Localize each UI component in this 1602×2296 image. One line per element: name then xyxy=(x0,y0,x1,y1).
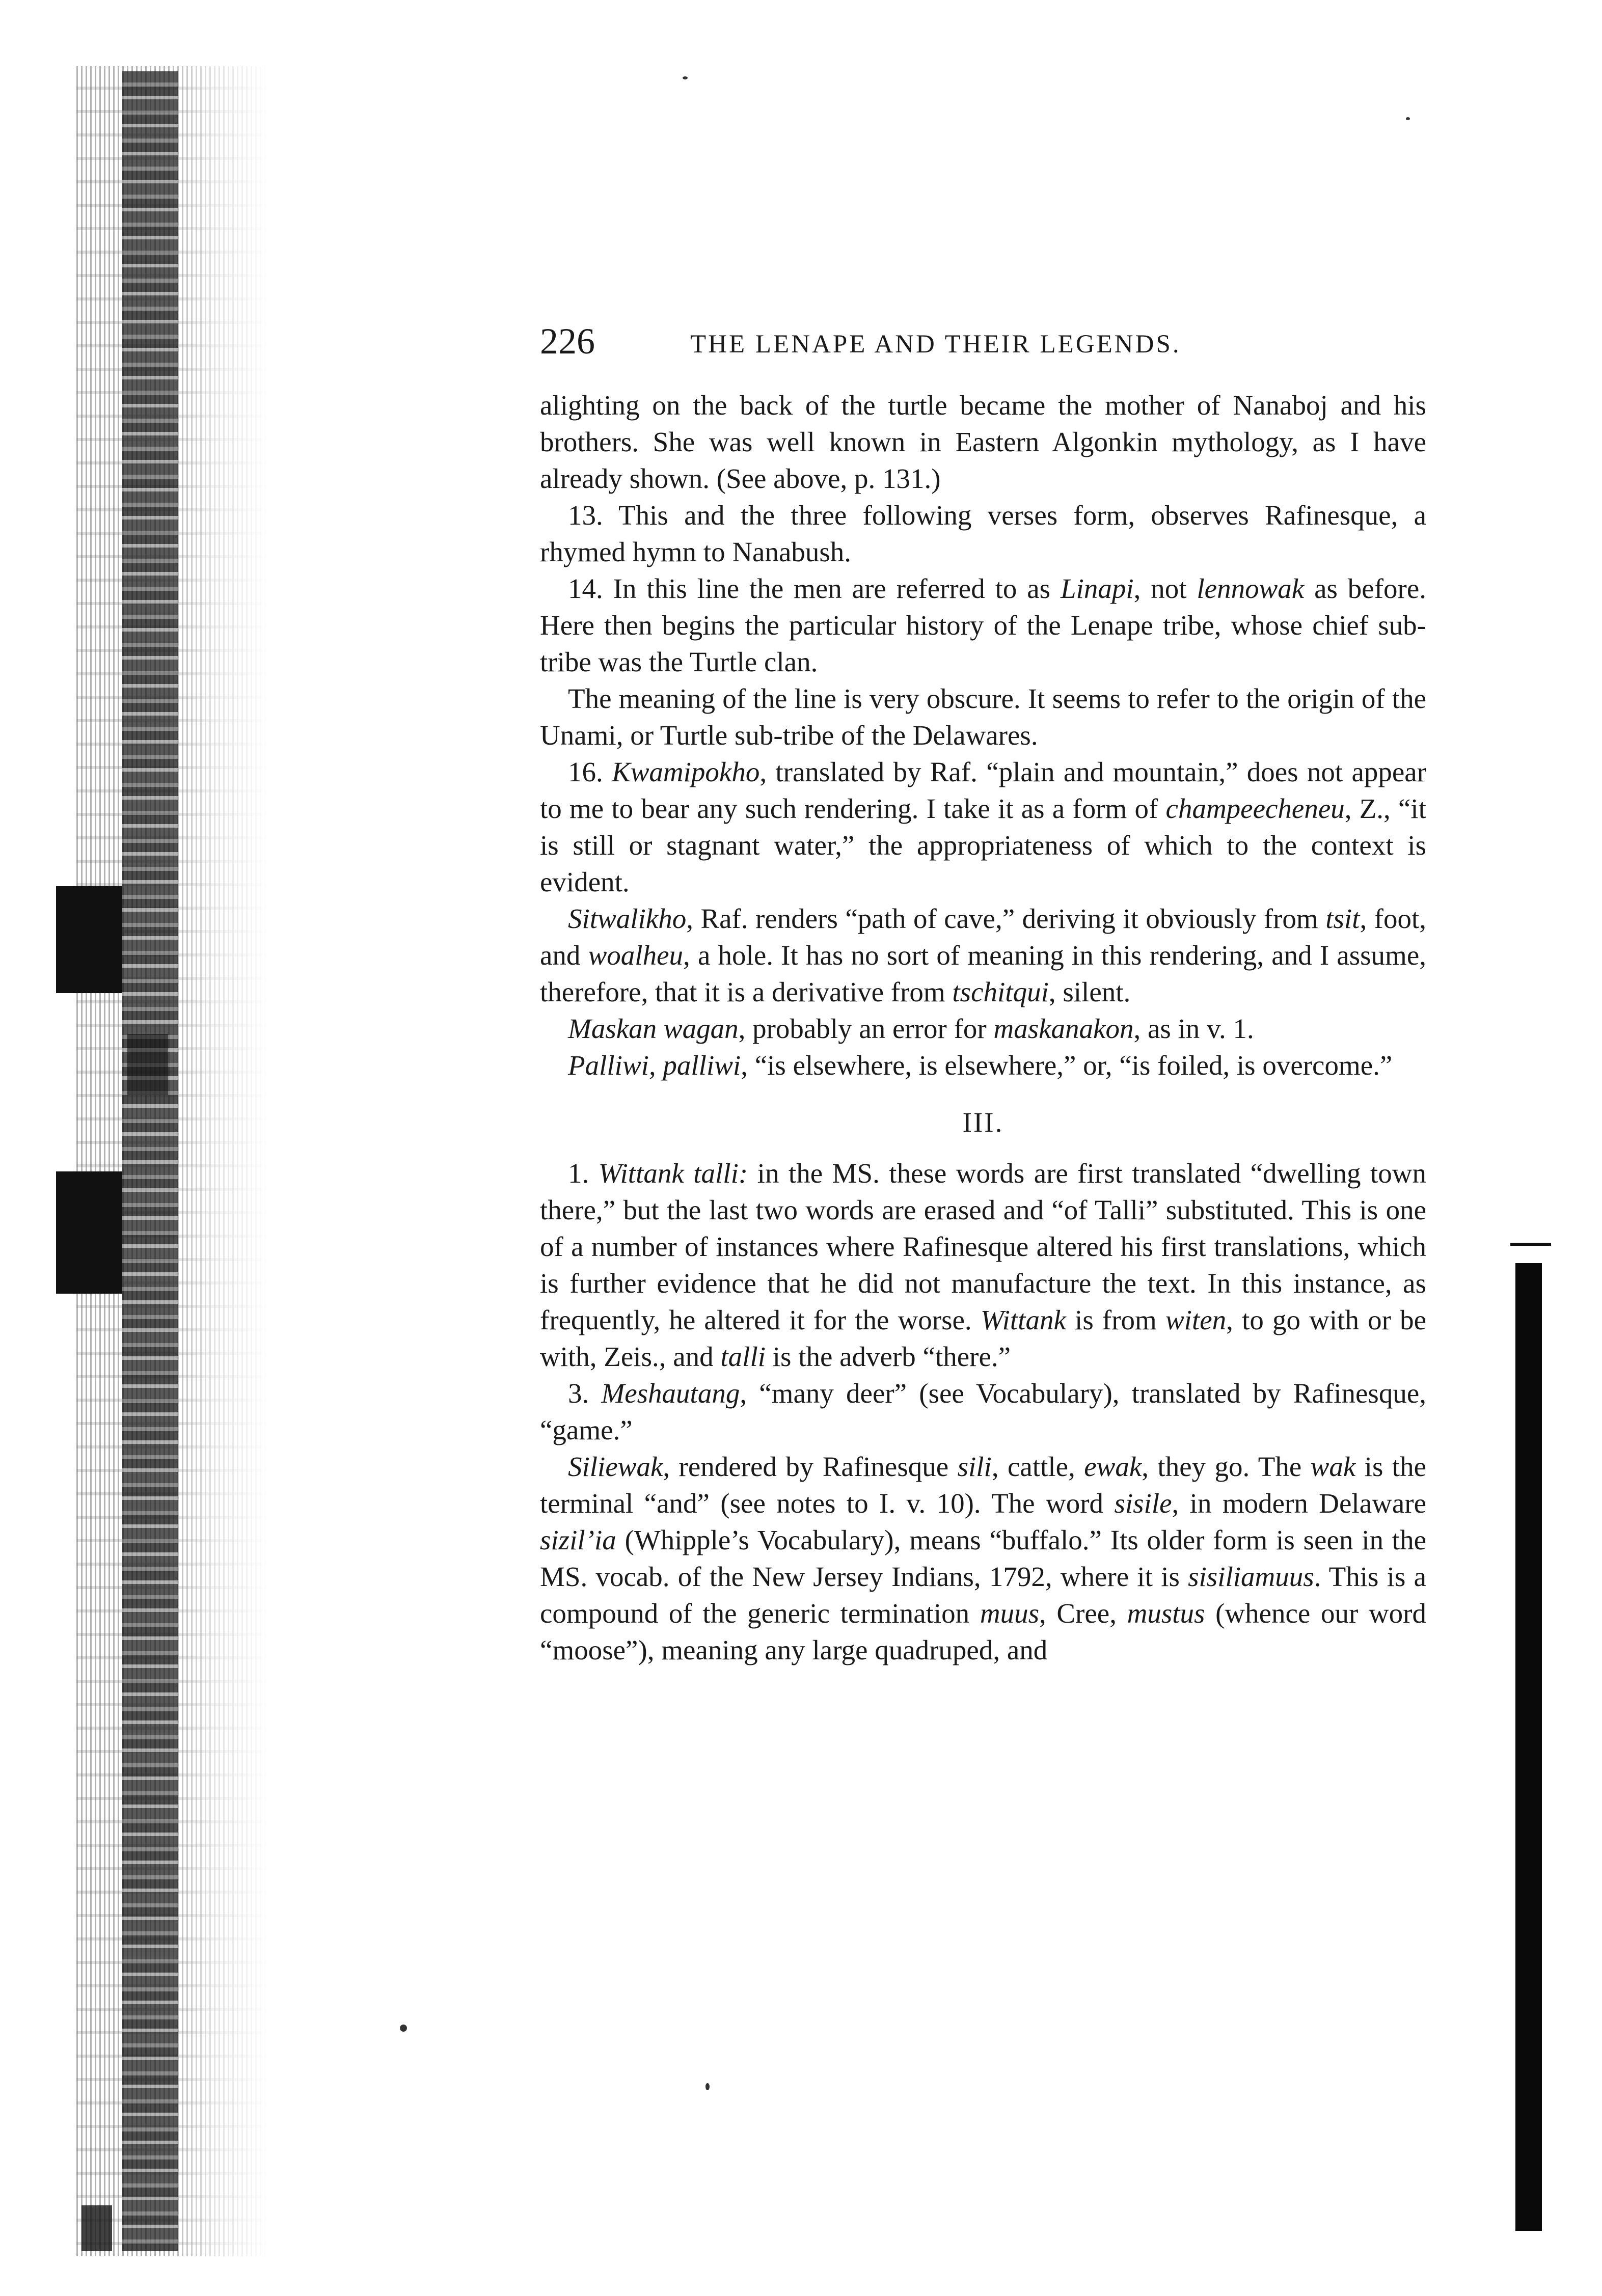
text-run: , “many deer” (see Vocabulary), translated by Rafinesque, “game.” xyxy=(540,1378,1426,1445)
speck xyxy=(683,76,688,79)
italic-term: wak xyxy=(1310,1451,1356,1482)
text-run: 16. xyxy=(568,756,612,787)
text-run: , Raf. renders “path of cave,” deriving it obviously from xyxy=(686,903,1326,934)
text-run: (Whipple’s Vocabulary), means “buffalo.” Its older form is seen in the MS. vocab. of the New Jersey Indians, 1792, where it is xyxy=(540,1524,1426,1592)
italic-term: Sitwalikho xyxy=(568,903,687,934)
paragraph xyxy=(540,1047,1426,1084)
italic-term: talli xyxy=(720,1341,766,1372)
italic-term: Wittank xyxy=(980,1304,1066,1335)
text-run: , rendered by Rafinesque xyxy=(663,1451,958,1482)
italic-term: Wittank talli: xyxy=(598,1158,748,1189)
scan-bar-right xyxy=(1515,1263,1542,2231)
text-run: , probably an error for xyxy=(738,1013,994,1044)
text-run: , Cree, xyxy=(1039,1598,1127,1629)
text-run: as before. Here then begins the particular history of the Lenape tribe, whose chief sub-tribe was the Turtle clan. xyxy=(540,573,1426,677)
italic-term: witen xyxy=(1165,1304,1227,1335)
text-run: is the terminal “and” (see notes to I. v. 10). The word xyxy=(540,1451,1426,1519)
speck xyxy=(1406,117,1410,120)
text-run: , Z., “it is still or stagnant water,” the appropriateness of which to the context is evident. xyxy=(540,793,1426,897)
italic-term: tschitqui xyxy=(952,976,1049,1007)
italic-term: Maskan wagan xyxy=(568,1013,739,1044)
page-header xyxy=(540,318,1426,364)
page-number: 226 xyxy=(540,321,595,362)
running-head: THE LENAPE AND THEIR LEGENDS. xyxy=(690,330,1181,359)
italic-term: Siliewak xyxy=(568,1451,663,1482)
text-run: , a hole. It has no sort of meaning in this rendering, and I assume, therefore, that it is a derivative from xyxy=(540,940,1426,1007)
text-run: , translated by Raf. “plain and mountain,” does not appear to me to bear any such rendering. I take it as a form of xyxy=(540,756,1426,824)
italic-term: sisile xyxy=(1114,1488,1172,1519)
text-run: , foot, and xyxy=(540,903,1426,971)
italic-term: lennowak xyxy=(1197,573,1305,604)
scan-smudge xyxy=(82,2205,112,2251)
italic-term: Kwamipokho xyxy=(612,756,760,787)
text-run: , not xyxy=(1133,573,1197,604)
text-run: 14. In this line the men are referred to as xyxy=(568,573,1061,604)
text-run: in the MS. these words are first translated “dwelling town there,” but the last two words are erased and “of Talli” substituted. This is one of a number of instances where Rafinesque altered his first translations, which is further evidence that he did not manufacture the text. In this instance, as frequently, he altered it for the worse. xyxy=(540,1158,1427,1335)
paragraph xyxy=(540,1010,1426,1047)
text-run: , to go with or be with, Zeis., and xyxy=(540,1304,1427,1372)
text-run: alighting on the back of the turtle became the mother of Nanaboj and his brothers. She was well known in Eastern Algonkin mythology, as I have already shown. (See above, p. 131.) xyxy=(540,390,1426,494)
italic-term: muus xyxy=(980,1598,1039,1629)
text-run: , “is elsewhere, is elsewhere,” or, “is foiled, is overcome.” xyxy=(741,1050,1393,1081)
text-run: , as in v. 1. xyxy=(1133,1013,1254,1044)
text-run: is from xyxy=(1066,1304,1165,1335)
paragraph xyxy=(540,1375,1426,1448)
text-run: , silent. xyxy=(1048,976,1131,1007)
paragraph xyxy=(540,570,1426,680)
paragraph xyxy=(540,900,1426,1010)
text-run: (whence our word “moose”), meaning any large quadruped, and xyxy=(540,1598,1427,1665)
italic-term: ewak xyxy=(1084,1451,1142,1482)
italic-term: sisiliamuus xyxy=(1188,1561,1314,1592)
paragraph xyxy=(540,680,1426,754)
italic-term: champeecheneu xyxy=(1165,793,1345,824)
paragraph xyxy=(540,1448,1426,1669)
scan-smudge xyxy=(127,1034,168,1095)
paragraph xyxy=(540,387,1426,497)
italic-term: tsit xyxy=(1325,903,1360,934)
scan-smudge xyxy=(56,886,122,993)
section-heading xyxy=(540,1104,1426,1141)
body-text xyxy=(540,387,1426,1669)
scan-edge-artifact-dense xyxy=(122,71,178,2251)
text-run: 13. This and the three following verses form, observes Rafinesque, a rhymed hymn to Nanabush. xyxy=(540,500,1426,567)
speck xyxy=(705,2083,710,2090)
paragraph xyxy=(540,754,1426,900)
scan-mark xyxy=(1510,1243,1551,1246)
text-run: , cattle, xyxy=(991,1451,1084,1482)
italic-term: Meshautang xyxy=(601,1378,740,1409)
italic-term: mustus xyxy=(1127,1598,1205,1629)
text-run: 1. xyxy=(568,1158,599,1189)
text-run: , in modern Delaware xyxy=(1172,1488,1426,1519)
italic-term: sili xyxy=(957,1451,992,1482)
text-run: . This is a compound of the generic termination xyxy=(540,1561,1426,1629)
scan-smudge xyxy=(56,1171,122,1294)
text-run: , they go. The xyxy=(1142,1451,1311,1482)
paragraph xyxy=(540,497,1426,570)
text-run: The meaning of the line is very obscure. It seems to refer to the origin of the Unami, or Turtle sub-tribe of the Delawares. xyxy=(540,683,1426,751)
speck xyxy=(400,2025,407,2032)
italic-term: sizil’ia xyxy=(540,1524,616,1555)
text-run: III. xyxy=(962,1107,1004,1138)
text-run: is the adverb “there.” xyxy=(766,1341,1011,1372)
italic-term: woalheu xyxy=(588,940,683,971)
italic-term: Linapi xyxy=(1060,573,1134,604)
paragraph xyxy=(540,1155,1426,1375)
italic-term: maskanakon xyxy=(993,1013,1134,1044)
italic-term: Palliwi, palliwi xyxy=(568,1050,741,1081)
text-run: 3. xyxy=(568,1378,602,1409)
